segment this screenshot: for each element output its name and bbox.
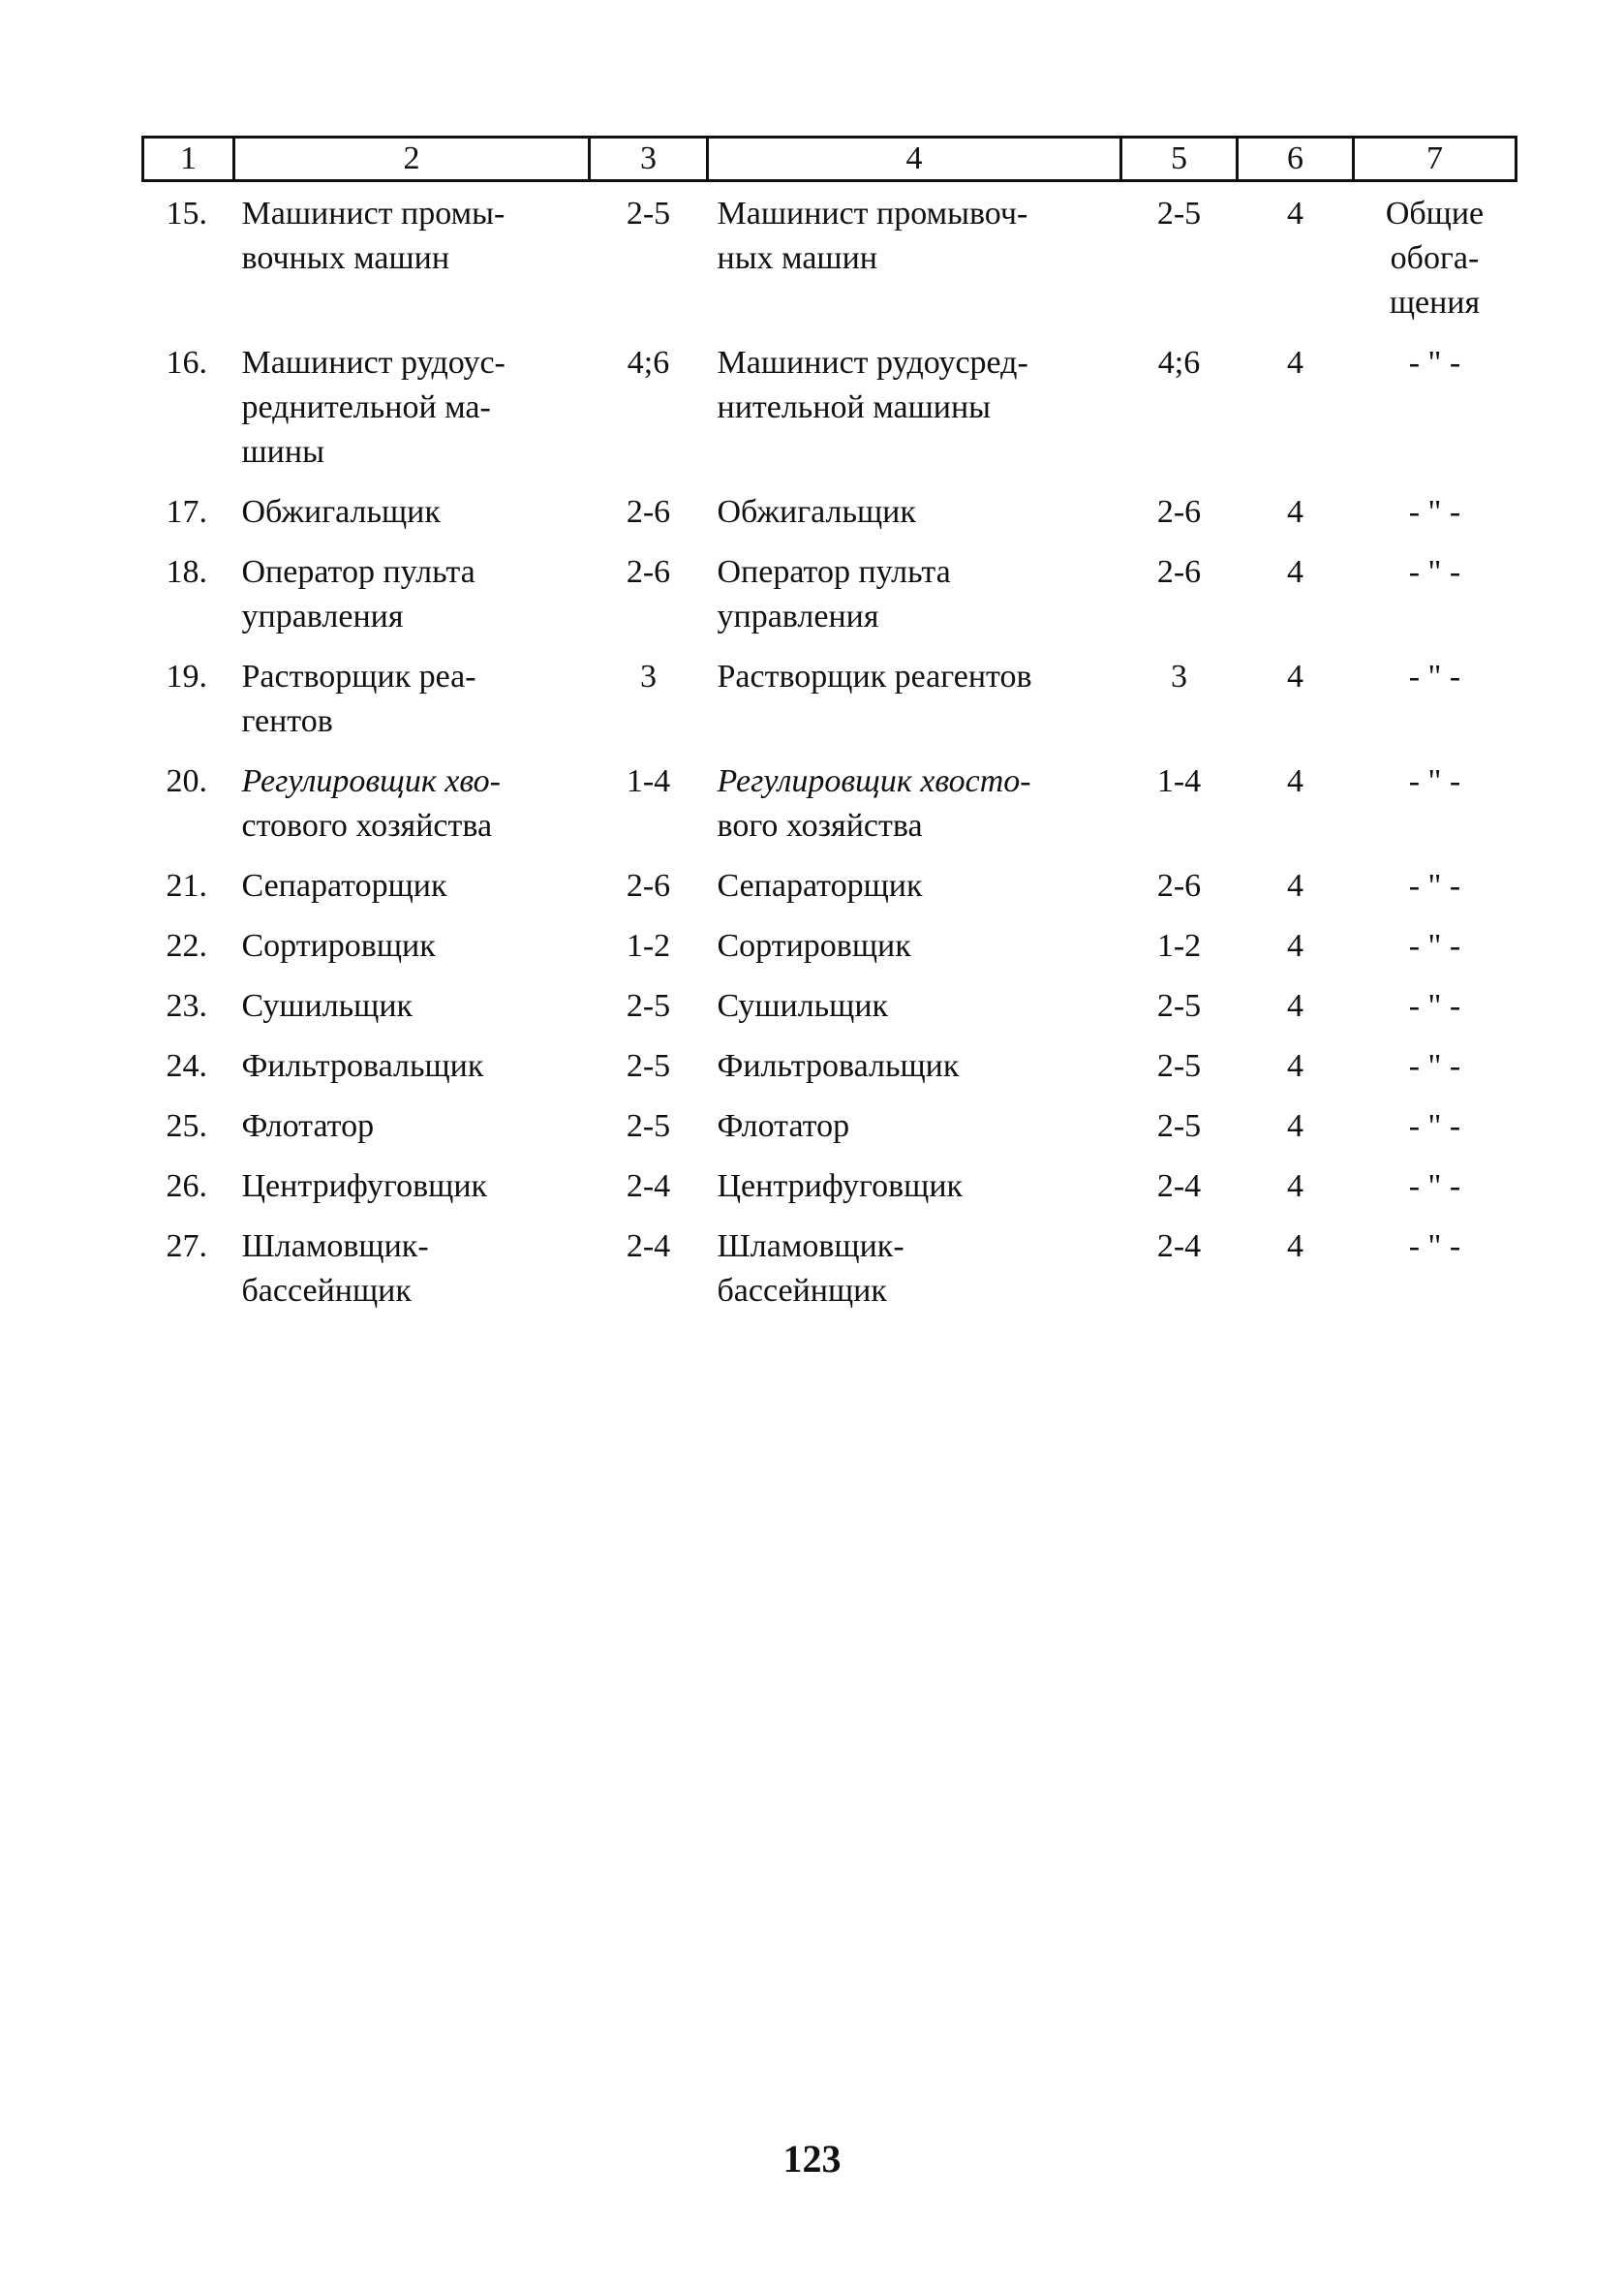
value-cell: 4: [1287, 928, 1303, 964]
profession-name-new: Центрифуговщик: [717, 1168, 964, 1204]
value-cell: 4: [1287, 196, 1303, 232]
grade-range-new: 4;6: [1157, 345, 1201, 381]
note-cell: - " -: [1408, 494, 1461, 530]
row-number: 17.: [166, 494, 207, 530]
table-header-row: [143, 138, 1517, 181]
note-cell: - " -: [1408, 345, 1461, 381]
table-row: [143, 1155, 1517, 1215]
grade-range: 2-6: [626, 868, 671, 904]
profession-name: Растворщик реа- гентов: [241, 659, 476, 739]
table-row: [143, 1215, 1517, 1319]
value-cell: 4: [1287, 1228, 1303, 1264]
value-cell: 4: [1287, 1168, 1303, 1204]
profession-name: Фильтровальщик: [241, 1048, 484, 1084]
grade-range: 2-5: [626, 988, 671, 1024]
value-cell: 4: [1287, 988, 1303, 1024]
grade-range: 2-6: [626, 494, 671, 530]
row-number: 26.: [166, 1168, 207, 1204]
row-number: 23.: [166, 988, 207, 1024]
note-cell: - " -: [1408, 1108, 1461, 1144]
profession-name-new: Оператор пульта управления: [717, 554, 951, 634]
note-cell: - " -: [1408, 988, 1461, 1024]
value-cell: 4: [1287, 659, 1303, 695]
profession-name: Центрифуговщик: [241, 1168, 488, 1204]
profession-name: Флотатор: [241, 1108, 375, 1144]
row-number: 25.: [166, 1108, 207, 1144]
page-number: 123: [782, 2137, 842, 2181]
profession-name-new: Сепараторщик: [717, 868, 923, 904]
note-cell: Общие обога- щения: [1385, 196, 1485, 321]
profession-name: Сортировщик: [241, 928, 436, 964]
row-number: 24.: [166, 1048, 207, 1084]
profession-name-italic: Регулировщик хво-: [241, 763, 501, 799]
table-row: [143, 1095, 1517, 1155]
grade-range: 1-2: [626, 928, 671, 964]
profession-name: Сепараторщик: [241, 868, 447, 904]
grade-range: 4;6: [627, 345, 670, 381]
profession-name-new: Флотатор: [717, 1108, 850, 1144]
profession-name-new: [708, 750, 1121, 854]
grade-range: 2-5: [626, 1108, 671, 1144]
grade-range-new: 2-5: [1156, 1048, 1202, 1084]
column-header: 3: [590, 138, 708, 181]
grade-range-new: 1-2: [1156, 928, 1202, 964]
column-header: 2: [234, 138, 590, 181]
column-header: 1: [143, 138, 234, 181]
profession-name-new: Машинист промывоч- ных машин: [717, 196, 1028, 276]
note-cell: - " -: [1408, 928, 1461, 964]
grade-range: 2-5: [626, 196, 671, 232]
profession-name-new: Сортировщик: [717, 928, 911, 964]
table-row: [143, 914, 1517, 974]
note-cell: - " -: [1408, 554, 1461, 590]
row-number: 15.: [166, 196, 207, 232]
profession-name-rest: стового хозяйства: [241, 808, 493, 844]
grade-range-new: 2-6: [1156, 494, 1202, 530]
note-cell: - " -: [1408, 1168, 1461, 1204]
row-number: 19.: [166, 659, 207, 695]
value-cell: 4: [1287, 494, 1303, 530]
profession-name: Оператор пульта управления: [241, 554, 475, 634]
row-number: 22.: [166, 928, 207, 964]
profession-name-new: Сушильщик: [717, 988, 889, 1024]
table-row: [143, 645, 1517, 750]
value-cell: 4: [1287, 554, 1303, 590]
profession-name: Машинист рудоус- реднительной ма- шины: [241, 345, 506, 470]
profession-name: [234, 750, 590, 854]
profession-name: Обжигальщик: [241, 494, 441, 530]
grade-range-new: 2-6: [1156, 868, 1202, 904]
grade-range: 3: [640, 659, 657, 695]
profession-name-new-rest: вого хозяйства: [717, 808, 923, 844]
grade-range-new: 2-5: [1156, 196, 1202, 232]
table-row: [143, 541, 1517, 645]
profession-name-new: Обжигальщик: [717, 494, 916, 530]
note-cell: - " -: [1408, 659, 1461, 695]
grade-range-new: 2-4: [1156, 1168, 1202, 1204]
table-row: [143, 750, 1517, 854]
value-cell: 4: [1287, 763, 1303, 799]
grade-range-new: 1-4: [1156, 763, 1202, 799]
profession-name-new-italic: Регулировщик хвосто-: [717, 763, 1031, 799]
row-number: 27.: [166, 1228, 207, 1264]
row-number: 16.: [166, 345, 207, 381]
grade-range: 1-4: [626, 763, 671, 799]
grade-range-new: 2-4: [1156, 1228, 1202, 1264]
value-cell: 4: [1287, 868, 1303, 904]
note-cell: - " -: [1408, 1228, 1461, 1264]
grade-range-new: 2-5: [1156, 988, 1202, 1024]
table-row: [143, 331, 1517, 480]
column-header: 4: [708, 138, 1121, 181]
profession-name: Машинист промы- вочных машин: [241, 196, 506, 276]
row-number: 20.: [166, 763, 207, 799]
table-row: [143, 974, 1517, 1035]
table-row: [143, 854, 1517, 914]
profession-name-new: Растворщик реагентов: [717, 659, 1032, 695]
row-number: 18.: [166, 554, 207, 590]
grade-range: 2-4: [626, 1228, 671, 1264]
column-header: 7: [1354, 138, 1517, 181]
grade-range: 2-6: [626, 554, 671, 590]
grade-range-new: 2-5: [1156, 1108, 1202, 1144]
value-cell: 4: [1287, 1048, 1303, 1084]
note-cell: - " -: [1408, 1048, 1461, 1084]
grade-range-new: 2-6: [1156, 554, 1202, 590]
grade-range: 2-5: [626, 1048, 671, 1084]
grade-range: 2-4: [626, 1168, 671, 1204]
value-cell: 4: [1287, 345, 1303, 381]
profession-name: Шламовщик- бассейнщик: [241, 1228, 429, 1309]
value-cell: 4: [1287, 1108, 1303, 1144]
note-cell: - " -: [1408, 763, 1461, 799]
professions-table: [141, 136, 1517, 1319]
profession-name-new: Фильтровальщик: [717, 1048, 960, 1084]
table-row: [143, 480, 1517, 541]
note-cell: - " -: [1408, 868, 1461, 904]
profession-name-new: Шламовщик- бассейнщик: [717, 1228, 904, 1309]
table-row: [143, 181, 1517, 332]
table-row: [143, 1035, 1517, 1095]
column-header: 6: [1238, 138, 1354, 181]
row-number: 21.: [166, 868, 207, 904]
profession-name: Сушильщик: [241, 988, 414, 1024]
grade-range-new: 3: [1171, 659, 1187, 695]
profession-name-new: Машинист рудоусред- нительной машины: [717, 345, 1028, 425]
column-header: 5: [1121, 138, 1238, 181]
